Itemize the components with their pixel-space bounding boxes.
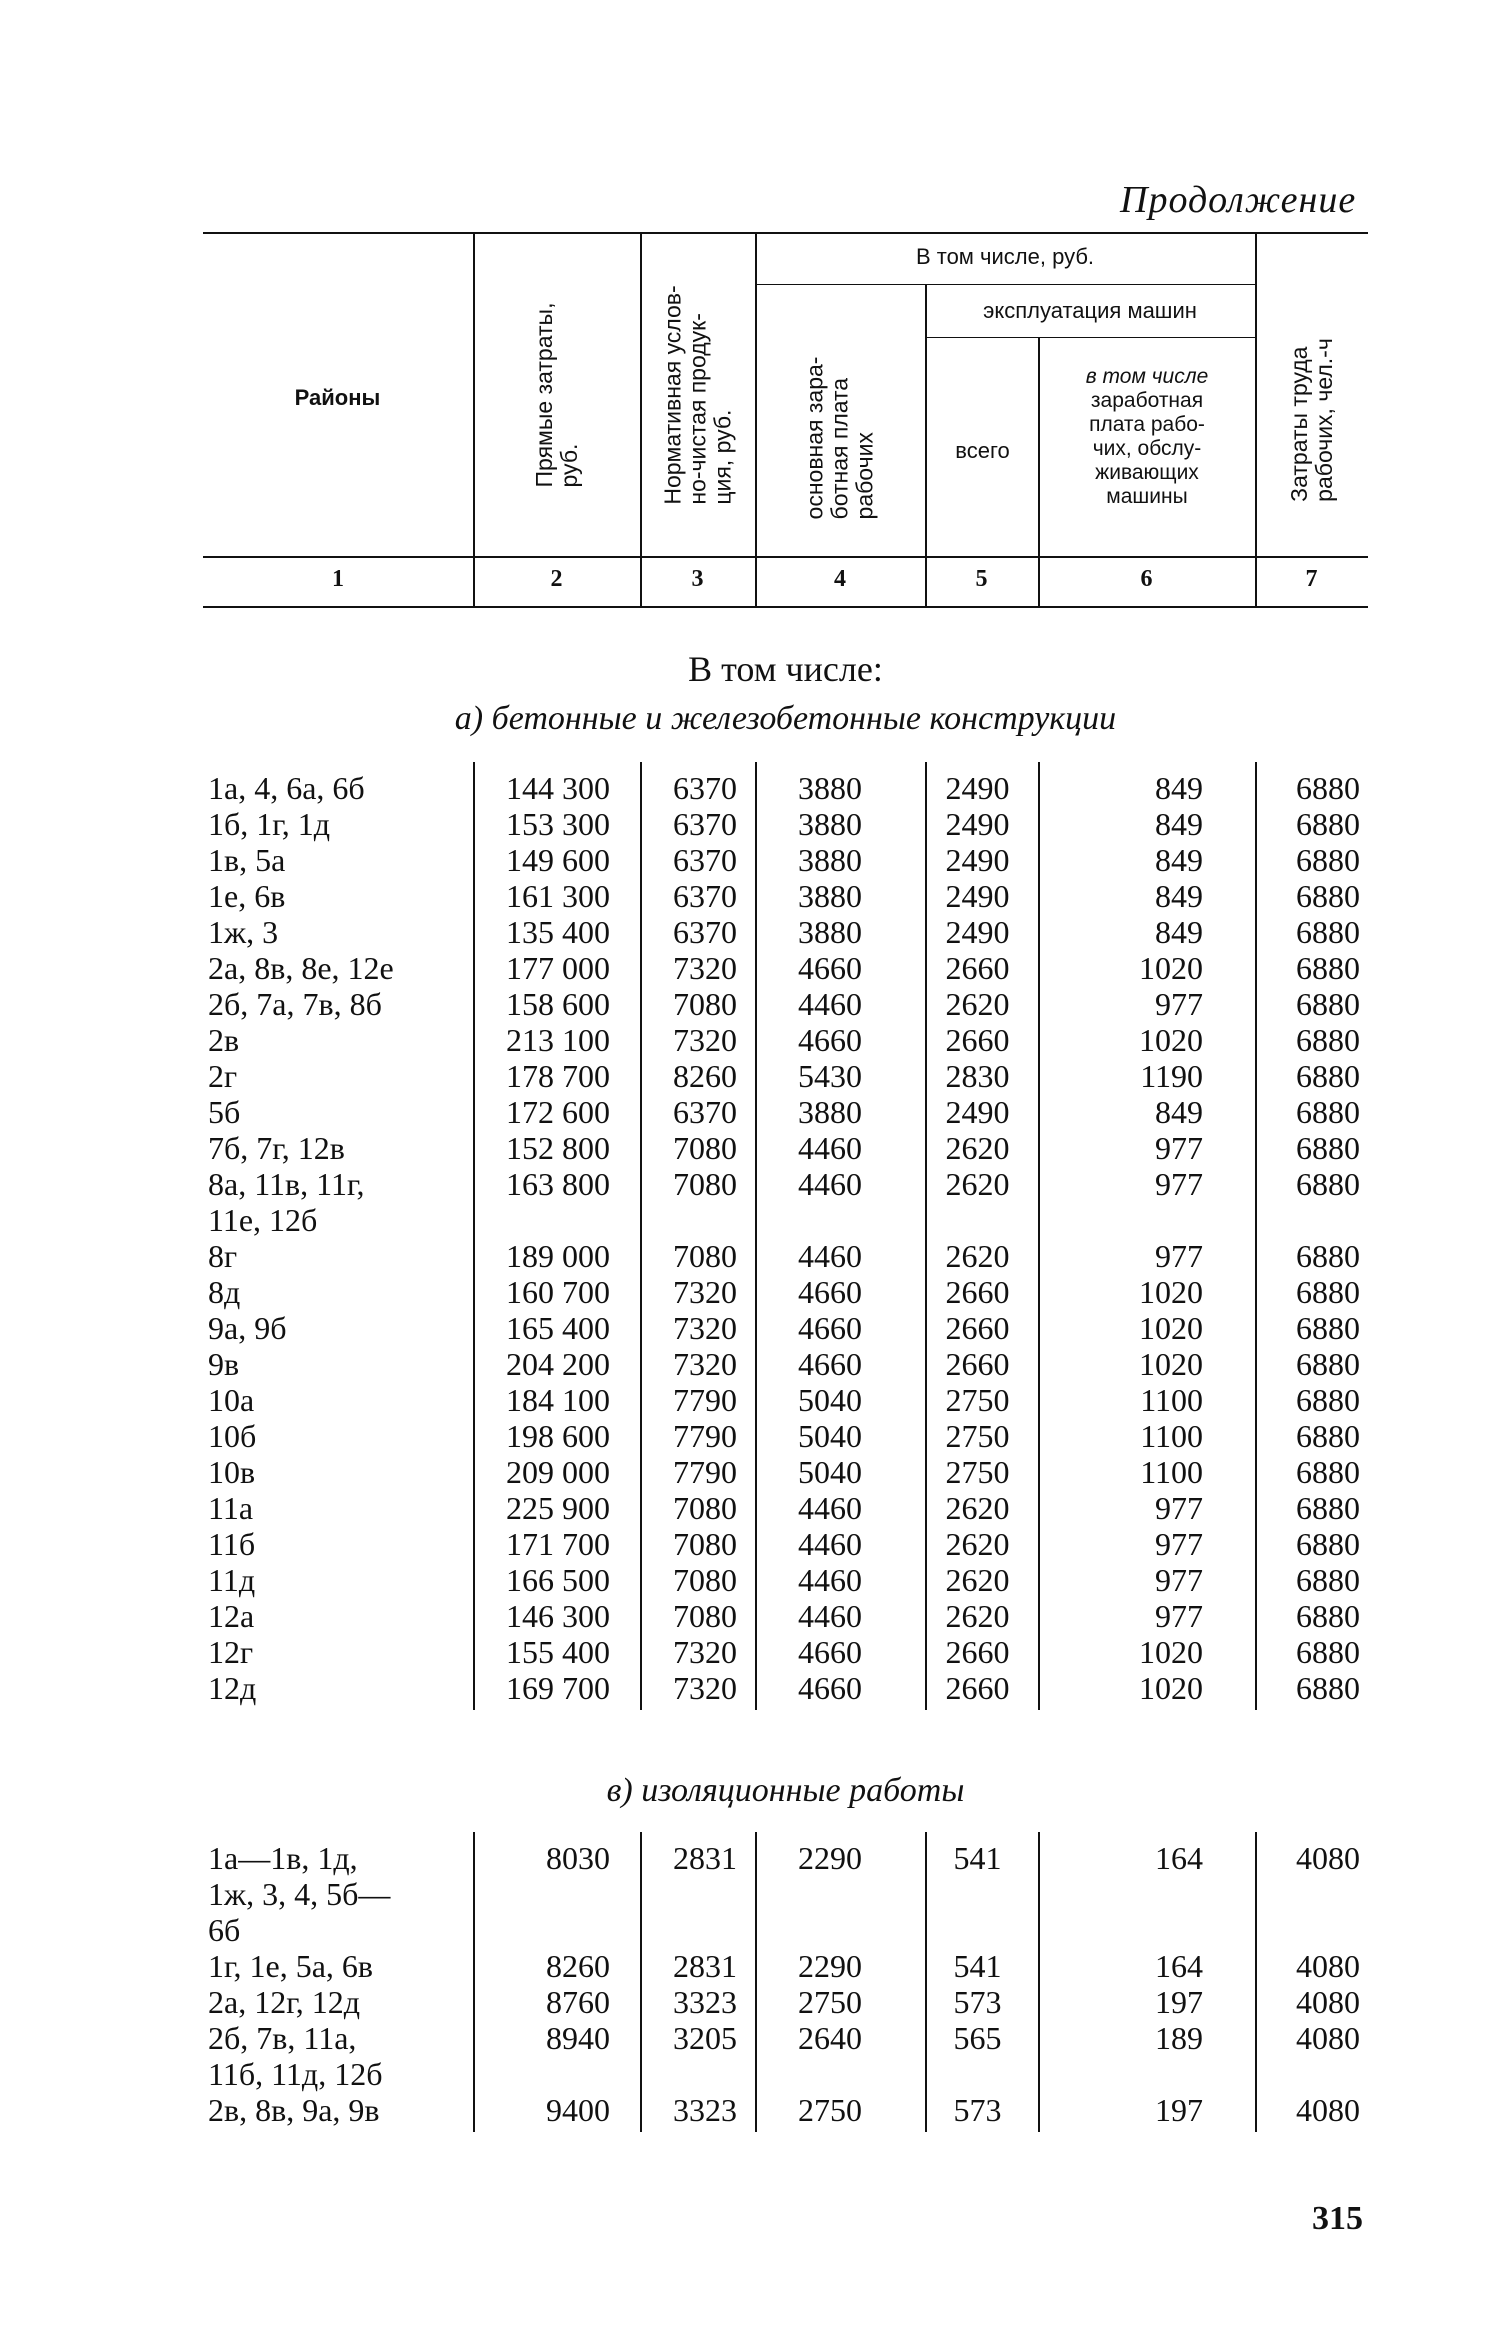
table-cell: 7790 bbox=[673, 1454, 737, 1490]
table-cell: 2831 bbox=[673, 1948, 737, 1984]
table-cell: 2290 bbox=[798, 1840, 862, 1876]
table-cell: 849 bbox=[1155, 842, 1203, 878]
incl-wages-line-3: плата рабо- bbox=[1089, 413, 1205, 436]
table-cell: 1020 bbox=[1139, 1274, 1203, 1310]
table-cell: 6880 bbox=[1296, 1346, 1360, 1382]
table-cell: 4660 bbox=[798, 950, 862, 986]
table-cell: 146 300 bbox=[506, 1598, 610, 1634]
region-label: 1а—1в, 1д, bbox=[208, 1840, 358, 1876]
table-cell: 2660 bbox=[945, 1346, 1010, 1382]
region-label: 11а bbox=[208, 1490, 254, 1526]
table-cell: 2831 bbox=[673, 1840, 737, 1876]
table-cell: 178 700 bbox=[506, 1058, 610, 1094]
table-cell: 977 bbox=[1155, 1526, 1203, 1562]
region-label: 11б bbox=[208, 1526, 256, 1562]
region-label: 1г, 1е, 5а, 6в bbox=[208, 1948, 374, 1984]
header-vline-2 bbox=[640, 232, 642, 606]
table-cell: 169 700 bbox=[506, 1670, 610, 1706]
region-label: 6б bbox=[208, 1912, 241, 1948]
table-cell: 6880 bbox=[1296, 806, 1360, 842]
table-cell: 4460 bbox=[798, 986, 862, 1022]
region-label: 12г bbox=[208, 1634, 254, 1670]
table-cell: 6880 bbox=[1296, 1238, 1360, 1274]
col-number-4: 4 bbox=[834, 566, 846, 592]
table-cell: 977 bbox=[1155, 1238, 1203, 1274]
table-cell: 541 bbox=[953, 1948, 1002, 1984]
table-cell: 152 800 bbox=[506, 1130, 610, 1166]
table-cell: 6880 bbox=[1296, 914, 1360, 950]
table-cell: 2290 bbox=[798, 1948, 862, 1984]
table-cell: 197 bbox=[1155, 1984, 1203, 2020]
table-cell: 6880 bbox=[1296, 1022, 1360, 1058]
table-cell: 977 bbox=[1155, 1598, 1203, 1634]
column-rule bbox=[473, 762, 475, 1710]
column-rule bbox=[1038, 1832, 1040, 2132]
region-label: 8г bbox=[208, 1238, 238, 1274]
table-cell: 6880 bbox=[1296, 1274, 1360, 1310]
continuation-label: Продолжение bbox=[1120, 179, 1357, 221]
table-cell: 849 bbox=[1155, 770, 1203, 806]
table-cell: 6880 bbox=[1296, 1310, 1360, 1346]
header-total: всего bbox=[955, 438, 1010, 463]
table-cell: 2660 bbox=[945, 1310, 1010, 1346]
table-cell: 7080 bbox=[673, 1238, 737, 1274]
region-label: 9в bbox=[208, 1346, 240, 1382]
table-cell: 161 300 bbox=[506, 878, 610, 914]
table-cell: 6880 bbox=[1296, 1382, 1360, 1418]
table-cell: 4080 bbox=[1296, 1984, 1360, 2020]
table-cell: 155 400 bbox=[506, 1634, 610, 1670]
region-label: 10б bbox=[208, 1418, 257, 1454]
table-cell: 2750 bbox=[798, 2092, 862, 2128]
table-cell: 7790 bbox=[673, 1418, 737, 1454]
table-cell: 977 bbox=[1155, 1562, 1203, 1598]
table-cell: 6880 bbox=[1296, 842, 1360, 878]
table-cell: 7320 bbox=[673, 1310, 737, 1346]
col-number-5: 5 bbox=[975, 566, 988, 592]
table-cell: 2750 bbox=[945, 1382, 1010, 1418]
table-cell: 2750 bbox=[798, 1984, 862, 2020]
table-cell: 7320 bbox=[673, 950, 737, 986]
table-cell: 135 400 bbox=[506, 914, 610, 950]
table-cell: 8760 bbox=[546, 1984, 610, 2020]
region-label: 2б, 7а, 7в, 8б bbox=[208, 986, 382, 1022]
table-cell: 5040 bbox=[798, 1418, 862, 1454]
region-label: 8а, 11в, 11г, bbox=[208, 1166, 365, 1202]
header-normative-output: Нормативная услов- но-чистая продук- ция, руб. bbox=[659, 285, 736, 505]
page-number: 315 bbox=[1312, 2200, 1363, 2237]
table-cell: 225 900 bbox=[506, 1490, 610, 1526]
table-cell: 2620 bbox=[945, 1490, 1010, 1526]
table-cell: 3880 bbox=[798, 914, 862, 950]
header-base-wages: основная зара- ботная плата рабочих bbox=[801, 356, 878, 520]
table-cell: 4460 bbox=[798, 1238, 862, 1274]
table-cell: 2620 bbox=[945, 1238, 1010, 1274]
table-cell: 7080 bbox=[673, 1166, 737, 1202]
table-cell: 2490 bbox=[945, 842, 1010, 878]
table-cell: 2490 bbox=[945, 770, 1010, 806]
table-cell: 6880 bbox=[1296, 986, 1360, 1022]
table-cell: 5040 bbox=[798, 1382, 862, 1418]
section-intro: В том числе: bbox=[688, 649, 883, 689]
table-cell: 4080 bbox=[1296, 2092, 1360, 2128]
table-cell: 6370 bbox=[673, 878, 737, 914]
region-label: 1в, 5а bbox=[208, 842, 286, 878]
table-cell: 1100 bbox=[1140, 1382, 1203, 1418]
table-cell: 4660 bbox=[798, 1310, 862, 1346]
column-rule bbox=[473, 1832, 475, 2132]
table-cell: 8260 bbox=[546, 1948, 610, 1984]
table-cell: 5430 bbox=[798, 1058, 862, 1094]
table-cell: 6880 bbox=[1296, 1166, 1360, 1202]
table-cell: 1100 bbox=[1140, 1418, 1203, 1454]
table-cell: 849 bbox=[1155, 878, 1203, 914]
table-cell: 204 200 bbox=[506, 1346, 610, 1382]
table-cell: 849 bbox=[1155, 914, 1203, 950]
table-cell: 1020 bbox=[1139, 1310, 1203, 1346]
col-number-3: 3 bbox=[691, 566, 704, 592]
table-cell: 1020 bbox=[1139, 1022, 1203, 1058]
table-cell: 9400 bbox=[546, 2092, 610, 2128]
column-rule bbox=[925, 1832, 927, 2132]
column-rule bbox=[1038, 762, 1040, 1710]
table-cell: 2660 bbox=[945, 1634, 1010, 1670]
table-cell: 6880 bbox=[1296, 1526, 1360, 1562]
region-label: 2в bbox=[208, 1022, 240, 1058]
table-cell: 7080 bbox=[673, 1130, 737, 1166]
region-label: 9а, 9б bbox=[208, 1310, 287, 1346]
table-cell: 158 600 bbox=[506, 986, 610, 1022]
column-rule bbox=[640, 1832, 642, 2132]
table-cell: 2620 bbox=[945, 1130, 1010, 1166]
region-label: 10в bbox=[208, 1454, 256, 1490]
table-cell: 1100 bbox=[1140, 1454, 1203, 1490]
table-cell: 7320 bbox=[673, 1670, 737, 1706]
table-cell: 6370 bbox=[673, 806, 737, 842]
table-cell: 189 000 bbox=[506, 1238, 610, 1274]
region-label: 1а, 4, 6а, 6б bbox=[208, 770, 365, 806]
table-cell: 172 600 bbox=[506, 1094, 610, 1130]
column-rule bbox=[640, 762, 642, 1710]
table-cell: 565 bbox=[953, 2020, 1002, 2056]
table-cell: 6880 bbox=[1296, 1130, 1360, 1166]
header-direct-costs: Прямые затраты, руб. bbox=[531, 302, 582, 488]
table-cell: 8030 bbox=[546, 1840, 610, 1876]
table-cell: 977 bbox=[1155, 1166, 1203, 1202]
table-cell: 3323 bbox=[673, 2092, 737, 2128]
table-cell: 165 400 bbox=[506, 1310, 610, 1346]
header-bottom-rule bbox=[203, 556, 1368, 558]
table-cell: 2490 bbox=[945, 914, 1010, 950]
table-cell: 849 bbox=[1155, 1094, 1203, 1130]
table-cell: 2620 bbox=[945, 1166, 1010, 1202]
region-label: 7б, 7г, 12в bbox=[208, 1130, 345, 1166]
table-cell: 2620 bbox=[945, 1526, 1010, 1562]
table-cell: 197 bbox=[1155, 2092, 1203, 2128]
table-cell: 3880 bbox=[798, 1094, 862, 1130]
table-cell: 6880 bbox=[1296, 1058, 1360, 1094]
table-cell: 6370 bbox=[673, 770, 737, 806]
region-label: 2в, 8в, 9а, 9в bbox=[208, 2092, 380, 2128]
column-rule bbox=[925, 762, 927, 1710]
header-incl-wages bbox=[1040, 365, 1254, 509]
table-cell: 1020 bbox=[1139, 950, 1203, 986]
table-cell: 6880 bbox=[1296, 770, 1360, 806]
table-cell: 7320 bbox=[673, 1274, 737, 1310]
table-cell: 7080 bbox=[673, 1490, 737, 1526]
table-cell: 2620 bbox=[945, 1562, 1010, 1598]
column-rule bbox=[1255, 762, 1257, 1710]
table-cell: 1020 bbox=[1139, 1634, 1203, 1670]
table-cell: 2660 bbox=[945, 1022, 1010, 1058]
table-cell: 3880 bbox=[798, 770, 862, 806]
table-cell: 541 bbox=[953, 1840, 1002, 1876]
col-number-6: 6 bbox=[1140, 566, 1153, 592]
table-cell: 144 300 bbox=[506, 770, 610, 806]
table-cell: 2490 bbox=[945, 878, 1010, 914]
table-cell: 4460 bbox=[798, 1526, 862, 1562]
table-cell: 213 100 bbox=[506, 1022, 610, 1058]
region-label: 2г bbox=[208, 1058, 238, 1094]
table-cell: 4460 bbox=[798, 1598, 862, 1634]
incl-rub-rule bbox=[755, 284, 1255, 285]
table-cell: 4660 bbox=[798, 1634, 862, 1670]
table-cell: 2750 bbox=[945, 1418, 1010, 1454]
table-cell: 189 bbox=[1155, 2020, 1203, 2056]
table-cell: 4660 bbox=[798, 1274, 862, 1310]
table-cell: 153 300 bbox=[506, 806, 610, 842]
region-label: 11д bbox=[208, 1562, 256, 1598]
table-cell: 1020 bbox=[1139, 1346, 1203, 1382]
incl-wages-line-6: машины bbox=[1106, 485, 1188, 508]
region-label: 2а, 8в, 8е, 12е bbox=[208, 950, 394, 986]
table-cell: 2640 bbox=[798, 2020, 862, 2056]
region-label: 1е, 6в bbox=[208, 878, 286, 914]
table-cell: 2660 bbox=[945, 950, 1010, 986]
table-cell: 2620 bbox=[945, 986, 1010, 1022]
incl-wages-line-1: в том числе bbox=[1085, 365, 1209, 388]
table-cell: 6880 bbox=[1296, 1562, 1360, 1598]
section-v-title: в) изоляционные работы bbox=[606, 1772, 965, 1809]
table-cell: 7080 bbox=[673, 1526, 737, 1562]
section-a-title: а) бетонные и железобетонные конструкции bbox=[454, 700, 1117, 737]
column-rule bbox=[755, 762, 757, 1710]
table-cell: 8940 bbox=[546, 2020, 610, 2056]
table-cell: 4460 bbox=[798, 1490, 862, 1526]
region-label: 11б, 11д, 12б bbox=[208, 2056, 383, 2092]
table-cell: 166 500 bbox=[506, 1562, 610, 1598]
table-cell: 6880 bbox=[1296, 1670, 1360, 1706]
table-cell: 6880 bbox=[1296, 1598, 1360, 1634]
table-cell: 6370 bbox=[673, 1094, 737, 1130]
table-cell: 2750 bbox=[945, 1454, 1010, 1490]
table-cell: 3323 bbox=[673, 1984, 737, 2020]
table-cell: 177 000 bbox=[506, 950, 610, 986]
table-cell: 573 bbox=[953, 2092, 1002, 2128]
table-cell: 7320 bbox=[673, 1022, 737, 1058]
table-cell: 6370 bbox=[673, 914, 737, 950]
table-cell: 6880 bbox=[1296, 1454, 1360, 1490]
table-cell: 6880 bbox=[1296, 1094, 1360, 1130]
table-cell: 7790 bbox=[673, 1382, 737, 1418]
table-cell: 7320 bbox=[673, 1634, 737, 1670]
region-label: 5б bbox=[208, 1094, 241, 1130]
machine-ops-rule bbox=[925, 337, 1255, 338]
table-cell: 977 bbox=[1155, 1130, 1203, 1166]
header-labor-costs: Затраты труда рабочих, чел.-ч bbox=[1286, 338, 1337, 502]
table-cell: 4660 bbox=[798, 1022, 862, 1058]
table-cell: 2830 bbox=[945, 1058, 1010, 1094]
table-cell: 6880 bbox=[1296, 1490, 1360, 1526]
header-machine-ops: эксплуатация машин bbox=[983, 298, 1197, 323]
region-label: 2а, 12г, 12д bbox=[208, 1984, 360, 2020]
header-top-rule bbox=[203, 232, 1368, 234]
table-cell: 573 bbox=[953, 1984, 1002, 2020]
table-cell: 3880 bbox=[798, 842, 862, 878]
table-cell: 163 800 bbox=[506, 1166, 610, 1202]
region-label: 10а bbox=[208, 1382, 255, 1418]
header-regions: Районы bbox=[294, 385, 381, 410]
region-label: 11е, 12б bbox=[208, 1202, 318, 1238]
region-label: 8д bbox=[208, 1274, 241, 1310]
table-cell: 209 000 bbox=[506, 1454, 610, 1490]
region-label: 12д bbox=[208, 1670, 257, 1706]
table-cell: 8260 bbox=[673, 1058, 737, 1094]
region-label: 1б, 1г, 1д bbox=[208, 806, 331, 842]
table-cell: 4460 bbox=[798, 1562, 862, 1598]
header-vline-3 bbox=[755, 232, 757, 606]
table-cell: 5040 bbox=[798, 1454, 862, 1490]
table-cell: 6880 bbox=[1296, 1634, 1360, 1670]
table-cell: 849 bbox=[1155, 806, 1203, 842]
region-label: 1ж, 3 bbox=[208, 914, 279, 950]
column-rule bbox=[1255, 1832, 1257, 2132]
table-cell: 4080 bbox=[1296, 1840, 1360, 1876]
col-number-1: 1 bbox=[332, 566, 344, 592]
incl-wages-line-5: живающих bbox=[1095, 461, 1199, 484]
col-number-2: 2 bbox=[550, 566, 563, 592]
table-cell: 4660 bbox=[798, 1670, 862, 1706]
table-cell: 3880 bbox=[798, 878, 862, 914]
table-cell: 7320 bbox=[673, 1346, 737, 1382]
table-cell: 6880 bbox=[1296, 950, 1360, 986]
incl-wages-line-4: чих, обслу- bbox=[1092, 437, 1202, 460]
table-cell: 4460 bbox=[798, 1130, 862, 1166]
table-cell: 4660 bbox=[798, 1346, 862, 1382]
table-cell: 6880 bbox=[1296, 1418, 1360, 1454]
table-cell: 6880 bbox=[1296, 878, 1360, 914]
column-rule bbox=[755, 1832, 757, 2132]
header-incl-rub: В том числе, руб. bbox=[915, 244, 1095, 269]
table-cell: 164 bbox=[1155, 1840, 1203, 1876]
table-cell: 2490 bbox=[945, 806, 1010, 842]
table-cell: 4080 bbox=[1296, 1948, 1360, 1984]
table-cell: 1020 bbox=[1139, 1670, 1203, 1706]
table-cell: 2620 bbox=[945, 1598, 1010, 1634]
header-vline-6 bbox=[1255, 232, 1257, 606]
region-label: 12а bbox=[208, 1598, 255, 1634]
col-number-7: 7 bbox=[1305, 566, 1318, 592]
table-cell: 2660 bbox=[945, 1670, 1010, 1706]
table-cell: 4460 bbox=[798, 1166, 862, 1202]
table-cell: 6370 bbox=[673, 842, 737, 878]
table-cell: 7080 bbox=[673, 986, 737, 1022]
table-cell: 171 700 bbox=[506, 1526, 610, 1562]
region-label: 2б, 7в, 11а, bbox=[208, 2020, 357, 2056]
colnum-bottom-rule bbox=[203, 606, 1368, 608]
region-label: 1ж, 3, 4, 5б— bbox=[208, 1876, 391, 1912]
table-cell: 184 100 bbox=[506, 1382, 610, 1418]
table-cell: 977 bbox=[1155, 1490, 1203, 1526]
header-vline-1 bbox=[473, 232, 475, 606]
table-cell: 3205 bbox=[673, 2020, 737, 2056]
table-cell: 2660 bbox=[945, 1274, 1010, 1310]
table-cell: 160 700 bbox=[506, 1274, 610, 1310]
table-cell: 1190 bbox=[1140, 1058, 1203, 1094]
table-cell: 149 600 bbox=[506, 842, 610, 878]
table-cell: 198 600 bbox=[506, 1418, 610, 1454]
table-cell: 4080 bbox=[1296, 2020, 1360, 2056]
table-cell: 2490 bbox=[945, 1094, 1010, 1130]
table-cell: 164 bbox=[1155, 1948, 1203, 1984]
table-cell: 3880 bbox=[798, 806, 862, 842]
table-cell: 977 bbox=[1155, 986, 1203, 1022]
incl-wages-line-2: заработная bbox=[1090, 389, 1204, 412]
table-cell: 7080 bbox=[673, 1562, 737, 1598]
table-cell: 7080 bbox=[673, 1598, 737, 1634]
